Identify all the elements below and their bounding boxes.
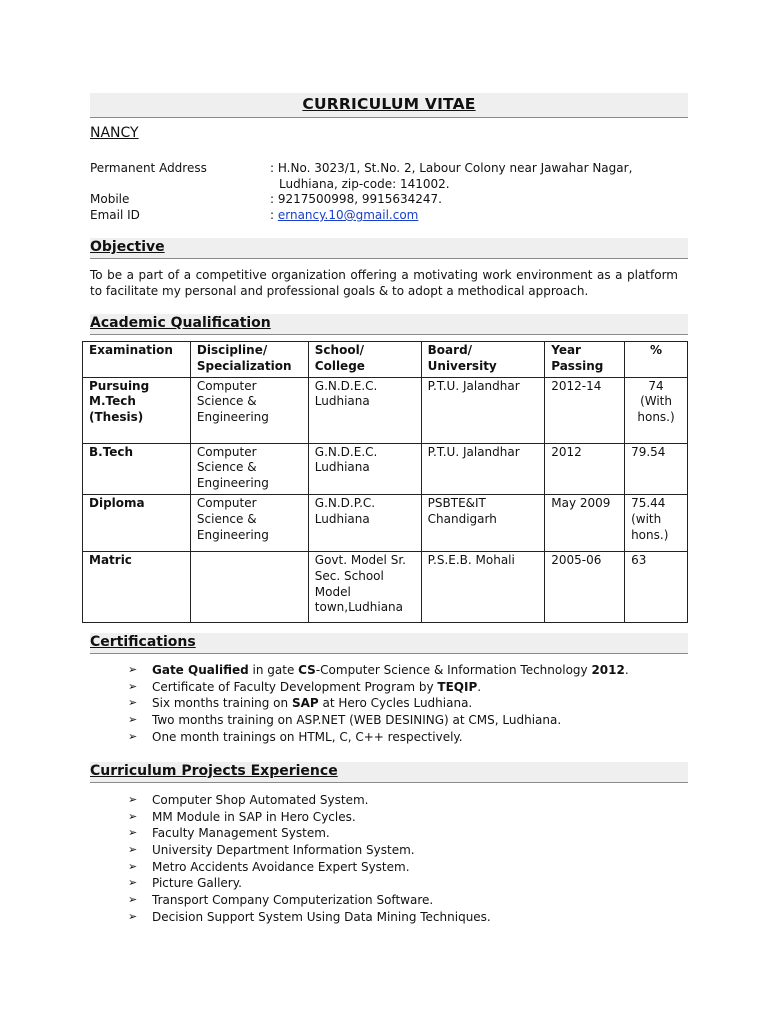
certification-text-segment: SAP	[291, 696, 319, 711]
cell-examination: Matric	[83, 551, 191, 622]
arrow-bullet-icon: ➢	[128, 793, 138, 806]
project-item	[128, 859, 491, 876]
project-text: Transport Company Computerization Software.	[152, 893, 434, 908]
mobile-label: Mobile	[90, 192, 130, 206]
cell-year: 2012	[545, 443, 625, 494]
arrow-bullet-icon: ➢	[128, 809, 138, 823]
address-value-line2: Ludhiana, zip-code: 141002.	[279, 177, 450, 191]
table-header-row	[83, 342, 688, 378]
arrow-bullet-icon: ➢	[128, 843, 138, 857]
certification-text-segment: -Computer Science & Information Technology	[315, 663, 592, 677]
cell-board: PSBTE&IT Chandigarh	[421, 494, 545, 551]
project-item	[128, 842, 491, 859]
certification-text-segment: One month trainings on HTML, C, C++ respectively.	[152, 729, 463, 744]
arrow-bullet-icon: ➢	[128, 826, 138, 840]
cell-board: P.T.U. Jalandhar	[421, 443, 545, 494]
project-item	[128, 809, 491, 826]
cell-discipline	[190, 551, 308, 622]
certification-item	[128, 712, 629, 729]
certification-text-segment: Two months training on ASP.NET (WEB DESINING) at CMS, Ludhiana.	[152, 713, 562, 728]
col-header-school: School/ College	[308, 342, 421, 378]
arrow-bullet-icon: ➢	[128, 909, 138, 923]
arrow-bullet-icon: ➢	[128, 893, 138, 907]
certification-text-segment: CS	[298, 663, 316, 677]
cell-board: P.T.U. Jalandhar	[421, 377, 545, 443]
certification-text-segment: TEQIP	[437, 679, 478, 694]
table-row	[83, 551, 688, 622]
email-value	[270, 208, 690, 223]
certification-text-segment: Six months training on	[152, 696, 292, 711]
email-prefix: :	[270, 208, 278, 222]
certification-text-segment: Gate Qualified	[152, 663, 249, 677]
cell-year: 2012-14	[545, 377, 625, 443]
cell-percent: 79.54	[625, 443, 688, 494]
col-header-discipline: Discipline/ Specialization	[190, 342, 308, 378]
cell-board: P.S.E.B. Mohali	[421, 551, 545, 622]
col-header-board: Board/ University	[421, 342, 545, 378]
table-row	[83, 377, 688, 443]
academic-heading: Academic Qualification	[90, 315, 271, 331]
certification-text-segment: in gate	[248, 663, 299, 677]
project-text: University Department Information System.	[152, 843, 415, 858]
certification-text-segment: 2012	[591, 663, 625, 677]
col-header-year: Year Passing	[545, 342, 625, 378]
address-value: : H.No. 3023/1, St.No. 2, Labour Colony near Jawahar Nagar,	[270, 161, 633, 175]
col-header-percent: %	[625, 342, 688, 378]
certification-item	[128, 679, 629, 696]
cell-discipline: Computer Science & Engineering	[190, 443, 308, 494]
project-text: Faculty Management System.	[152, 826, 330, 841]
arrow-bullet-icon: ➢	[128, 876, 138, 890]
col-header-examination: Examination	[83, 342, 191, 378]
project-text: Picture Gallery.	[152, 876, 242, 891]
projects-heading: Curriculum Projects Experience	[90, 763, 338, 779]
arrow-bullet-icon: ➢	[128, 729, 138, 743]
project-text: MM Module in SAP in Hero Cycles.	[152, 809, 356, 824]
project-item	[128, 909, 491, 926]
address-label: Permanent Address	[90, 161, 207, 175]
arrow-bullet-icon: ➢	[128, 713, 138, 727]
cell-school: G.N.D.P.C. Ludhiana	[308, 494, 421, 551]
cell-school: G.N.D.E.C. Ludhiana	[308, 377, 421, 443]
cell-percent: 75.44 (with hons.)	[625, 494, 688, 551]
email-link[interactable]: ernancy.10@gmail.com	[277, 208, 419, 222]
certification-text-segment: .	[477, 679, 482, 694]
project-text: Computer Shop Automated System.	[152, 793, 369, 807]
email-label: Email ID	[90, 208, 140, 222]
table-row	[83, 443, 688, 494]
project-text: Decision Support System Using Data Mining Techniques.	[152, 909, 491, 924]
document-title: CURRICULUM VITAE	[302, 95, 476, 113]
project-item	[128, 792, 491, 809]
arrow-bullet-icon: ➢	[128, 663, 138, 676]
project-text: Metro Accidents Avoidance Expert System.	[152, 859, 410, 874]
certifications-heading: Certifications	[90, 634, 196, 650]
title-bar	[90, 93, 688, 118]
certification-item	[128, 729, 629, 746]
cell-year: 2005-06	[545, 551, 625, 622]
cell-examination: Pursuing M.Tech (Thesis)	[83, 377, 191, 443]
arrow-bullet-icon: ➢	[128, 859, 138, 873]
objective-text: To be a part of a competitive organization offering a motivating work environment as a platform to facilitate my personal and professional goals & to adopt a methodical approach.	[90, 268, 678, 298]
certification-text-segment: .	[624, 663, 629, 677]
cell-discipline: Computer Science & Engineering	[190, 377, 308, 443]
projects-section-bar	[90, 762, 688, 783]
cell-year: May 2009	[545, 494, 625, 551]
table-row	[83, 494, 688, 551]
project-item	[128, 892, 491, 909]
academic-table	[82, 341, 688, 623]
certification-item	[128, 662, 629, 679]
objective-heading: Objective	[90, 239, 165, 255]
cell-school: G.N.D.E.C. Ludhiana	[308, 443, 421, 494]
cell-percent: 74 (With hons.)	[625, 377, 688, 443]
cell-percent: 63	[625, 551, 688, 622]
certifications-section-bar	[90, 633, 688, 654]
academic-section-bar	[90, 314, 688, 335]
cell-examination: Diploma	[83, 494, 191, 551]
cell-examination: B.Tech	[83, 443, 191, 494]
cell-school: Govt. Model Sr. Sec. School Model town,Ludhiana	[308, 551, 421, 622]
project-item	[128, 825, 491, 842]
certification-text-segment: at Hero Cycles Ludhiana.	[318, 696, 473, 711]
arrow-bullet-icon: ➢	[128, 679, 138, 693]
arrow-bullet-icon: ➢	[128, 696, 138, 710]
mobile-value: : 9217500998, 9915634247.	[270, 192, 442, 206]
certification-item	[128, 695, 629, 712]
cell-discipline: Computer Science & Engineering	[190, 494, 308, 551]
project-item	[128, 875, 491, 892]
projects-list	[128, 792, 491, 926]
certification-text-segment: Certificate of Faculty Development Program by	[152, 679, 438, 694]
candidate-name: NANCY	[90, 125, 139, 141]
objective-section-bar	[90, 238, 688, 259]
certifications-list	[128, 662, 629, 745]
